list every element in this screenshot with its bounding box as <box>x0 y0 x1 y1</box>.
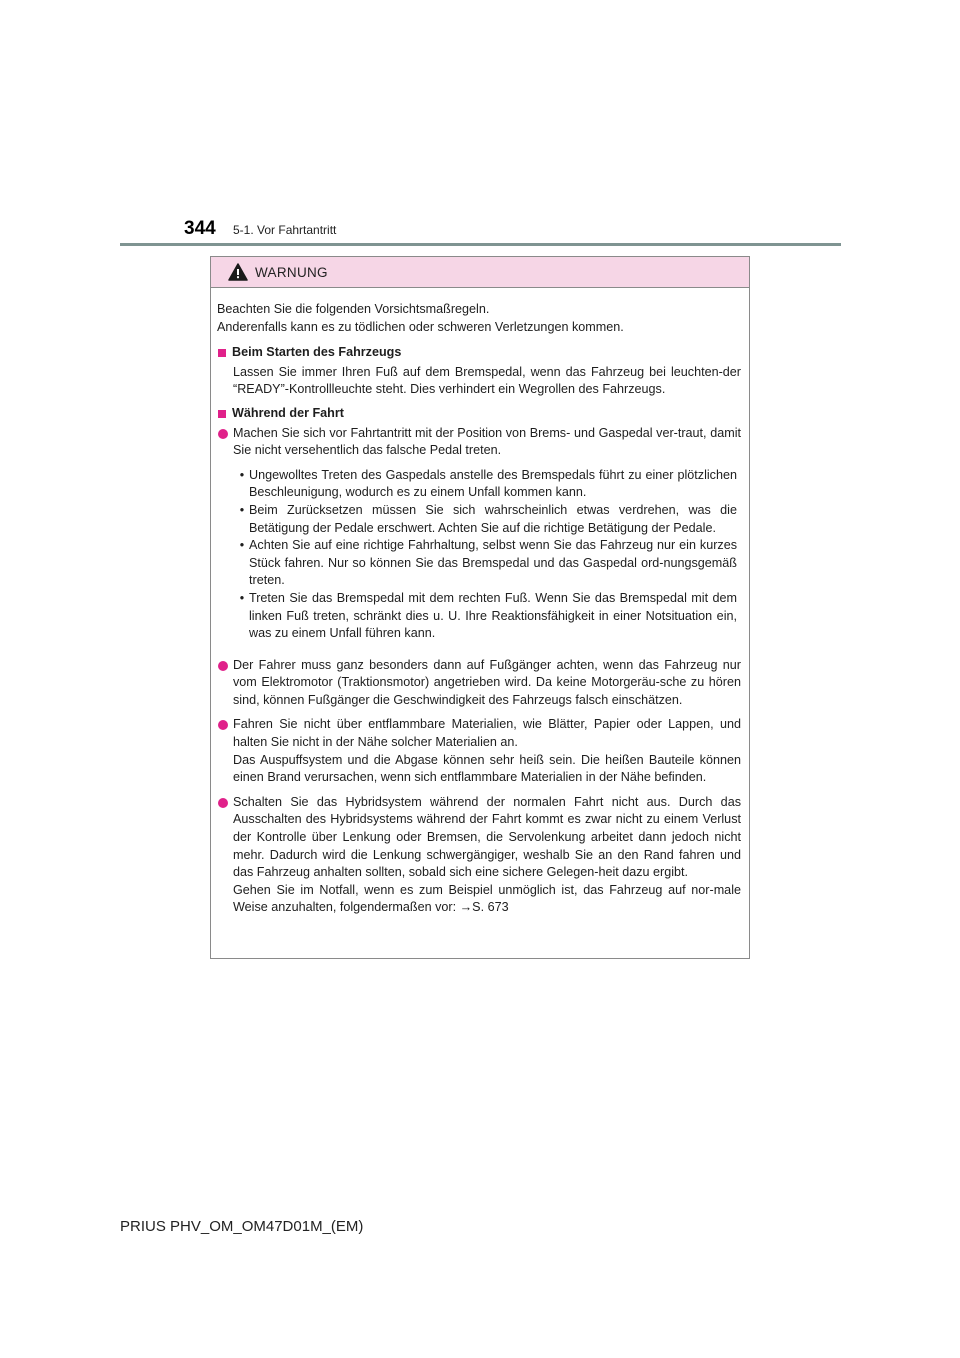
warning-box <box>210 256 750 959</box>
section-heading <box>217 344 741 362</box>
page-number: 344 <box>184 218 216 239</box>
sub-list-item <box>233 502 741 537</box>
circle-bullet-icon <box>217 794 233 917</box>
list-item <box>217 657 741 710</box>
dot-bullet-icon: • <box>239 538 245 553</box>
list-item <box>217 716 741 786</box>
intro-line: Anderenfalls kann es zu tödlichen oder schweren Verletzungen kommen. <box>217 319 624 334</box>
sub-list-item <box>233 537 741 590</box>
warning-triangle-icon <box>228 263 248 281</box>
header-divider <box>120 243 841 246</box>
document-id: PRIUS PHV_OM_OM47D01M_(EM) <box>120 1218 364 1235</box>
dot-bullet-icon: • <box>239 590 245 605</box>
section-heading-text: Beim Starten des Fahrzeugs <box>232 345 402 360</box>
square-bullet-icon <box>218 349 226 357</box>
sub-list-item-text: Treten Sie das Bremspedal mit dem rechten Fuß. Wenn Sie das Bremspedal mit dem linken Fuß treten, schränkt dies u. U. Ihre Reaktionsfähigkeit in einer Notsituation ein, was zu einem Unfall führen kann. <box>249 590 737 641</box>
list-item-text: Schalten Sie das Hybridsystem während der normalen Fahrt nicht aus. Durch das Ausschalten des Hybridsystems während der Fahrt kommt es zwar nicht zu einem Verlust der Kontrolle über Lenkung oder Bremsen, die Servolenkung arbeitet dann jedoch nicht mehr. Dadurch wird die Lenkung schwergängiger, weshalb Sie an den Rand fahren und das Fahrzeug anhalten sollten, sobald sich eine sichere Gelegen-heit dazu ergibt. <box>233 794 741 880</box>
list-item <box>217 425 741 650</box>
circle-bullet-icon <box>217 716 233 786</box>
warning-intro <box>217 301 741 336</box>
list-item-text: Fahren Sie nicht über entflammbare Materialien, wie Blätter, Papier oder Lappen, und halten Sie nicht in der Nähe solcher Materialien an. <box>233 717 741 750</box>
circle-bullet-icon <box>217 657 233 710</box>
warning-body <box>211 288 749 917</box>
dot-bullet-icon: • <box>239 467 245 482</box>
sub-list-item <box>233 590 741 643</box>
list-item-text: Das Auspuffsystem und die Abgase können sehr heiß sein. Die heißen Bauteile können einen Brand verursachen, wenn sich entflammbare Materialien in der Nähe befinden. <box>233 752 741 785</box>
square-bullet-icon <box>218 410 226 418</box>
list-item <box>217 794 741 917</box>
list-item-text: Gehen Sie im Notfall, wenn es zum Beispiel unmöglich ist, das Fahrzeug auf nor-male Weise anzuhalten, folgendermaßen vor: →S. 673 <box>233 882 741 915</box>
section-driving <box>217 405 741 917</box>
warning-title: WARNUNG <box>255 264 328 280</box>
sub-list <box>233 467 741 643</box>
intro-line: Beachten Sie die folgenden Vorsichtsmaßregeln. <box>217 302 490 316</box>
section-starting <box>217 344 741 399</box>
list-item-text: Der Fahrer muss ganz besonders dann auf Fußgänger achten, wenn das Fahrzeug nur vom Elektromotor (Traktionsmotor) angetrieben wird. Da keine Motorgeräu-sche zu hören sind, können Fußgänger die Geschwindigkeit des Fahrzeugs falsch einschätzen. <box>233 657 741 707</box>
circle-bullet-icon <box>217 425 233 650</box>
sub-list-item-text: Beim Zurücksetzen müssen Sie sich wahrscheinlich etwas verdrehen, was die Betätigung der Pedale erschwert. Achten Sie auf die richtige Betätigung der Pedale. <box>249 502 737 535</box>
section-heading <box>217 405 741 423</box>
sub-list-item <box>233 467 741 502</box>
dot-bullet-icon: • <box>239 502 245 517</box>
sub-list-item-text: Achten Sie auf eine richtige Fahrhaltung, selbst wenn Sie das Fahrzeug nur ein kurzes Stück fahren. Nur so können Sie das Bremspedal und das Gaspedal ord-nungsgemäß treten. <box>249 538 737 588</box>
section-title: 5-1. Vor Fahrtantritt <box>233 223 337 237</box>
section-text: Lassen Sie immer Ihren Fuß auf dem Bremspedal, wenn das Fahrzeug bei leuchten-der “READY”-Kontrollleuchte steht. Dies verhindert ein Wegrollen des Fahrzeugs. <box>233 364 741 397</box>
sub-list-item-text: Ungewolltes Treten des Gaspedals anstelle des Bremspedals führt zu einer plötzlichen Beschleunigung, wodurch es zu einem Unfall kommen kann. <box>249 467 737 500</box>
section-heading-text: Während der Fahrt <box>232 405 344 420</box>
warning-header <box>211 257 749 288</box>
list-item-text: Machen Sie sich vor Fahrtantritt mit der Position von Brems- und Gaspedal ver-traut, damit Sie nicht versehentlich das falsche Pedal treten. <box>233 425 741 458</box>
